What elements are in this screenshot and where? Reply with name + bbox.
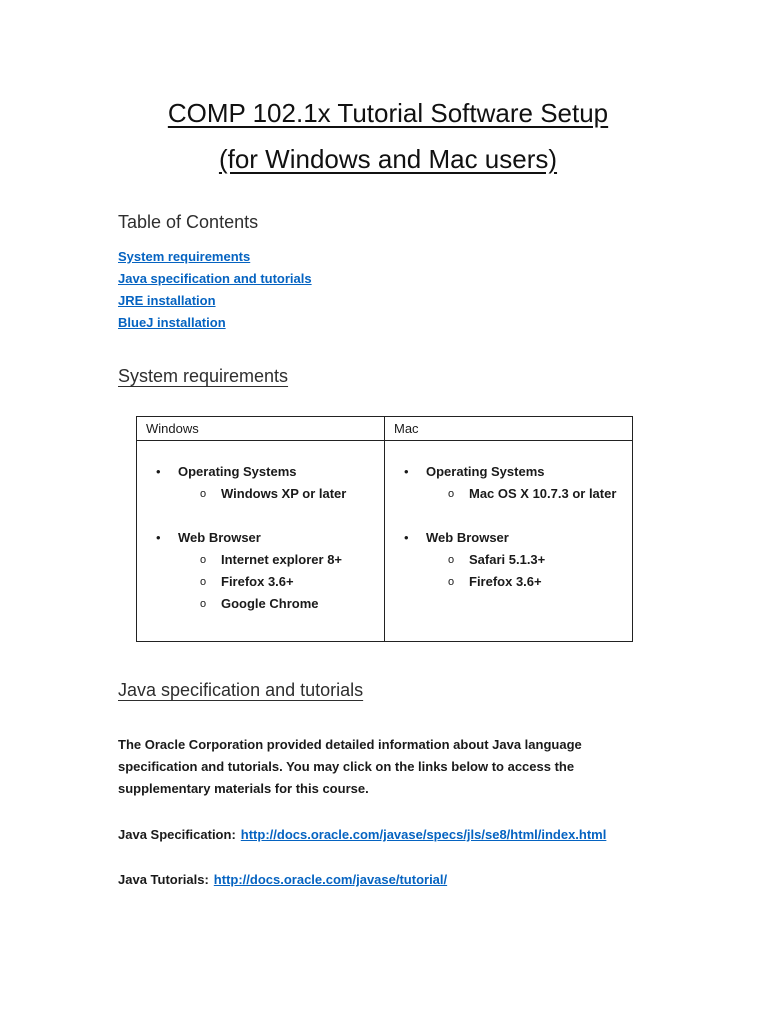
- list-item-label: Operating Systems: [426, 464, 545, 479]
- mac-browser-group: [394, 527, 623, 593]
- java-specification-link[interactable]: http://docs.oracle.com/javase/specs/jls/se8/html/index.html: [240, 827, 607, 842]
- list-item-label: Windows XP or later: [221, 486, 347, 501]
- list-item-label: Web Browser: [178, 530, 261, 545]
- title-line-2: (for Windows and Mac users): [218, 144, 558, 174]
- list-item: [394, 571, 623, 593]
- list-item-label: Firefox 3.6+: [221, 574, 294, 589]
- sub-bullet-icon: o: [200, 554, 207, 566]
- bullet-icon: •: [156, 464, 161, 479]
- list-item: [146, 571, 375, 593]
- java-section-heading: Java specification and tutorials: [118, 680, 364, 700]
- java-specification-line: [118, 824, 658, 846]
- sub-bullet-icon: o: [448, 488, 455, 500]
- column-header-mac: Mac: [385, 417, 633, 441]
- system-requirements-heading: System requirements: [118, 366, 289, 386]
- table-body-row: [137, 441, 633, 642]
- bullet-icon: •: [156, 530, 161, 545]
- sub-bullet-icon: o: [200, 488, 207, 500]
- windows-browser-group: [146, 527, 375, 615]
- mac-os-group: [394, 461, 623, 505]
- java-tutorials-line: [118, 869, 658, 891]
- list-item: [146, 549, 375, 571]
- java-tutorials-label: Java Tutorials:: [118, 872, 209, 887]
- bullet-icon: •: [404, 530, 409, 545]
- windows-os-group: [146, 461, 375, 505]
- list-item-label: Mac OS X 10.7.3 or later: [469, 486, 617, 501]
- table-header-row: [137, 417, 633, 441]
- sub-bullet-icon: o: [200, 598, 207, 610]
- sub-bullet-icon: o: [200, 576, 207, 588]
- list-item: [394, 527, 623, 549]
- list-item: [146, 461, 375, 483]
- document-title: [118, 90, 658, 182]
- java-section-paragraph: The Oracle Corporation provided detailed information about Java language specification and tutorials. You may click on the links below to access the supplementary materials for this course.: [118, 737, 582, 796]
- toc-heading: Table of Contents: [118, 212, 259, 232]
- mac-requirements-cell: [385, 441, 633, 642]
- sub-bullet-icon: o: [448, 576, 455, 588]
- list-item-label: Google Chrome: [221, 596, 319, 611]
- list-item-label: Web Browser: [426, 530, 509, 545]
- java-tutorials-link[interactable]: http://docs.oracle.com/javase/tutorial/: [213, 872, 448, 887]
- list-item: [394, 461, 623, 483]
- toc-link-java-specification[interactable]: Java specification and tutorials: [118, 271, 312, 286]
- list-item: [394, 483, 623, 505]
- table-of-contents: [118, 246, 658, 334]
- list-item: [146, 527, 375, 549]
- title-line-1: COMP 102.1x Tutorial Software Setup: [167, 98, 609, 128]
- java-specification-label: Java Specification:: [118, 827, 236, 842]
- list-item-label: Safari 5.1.3+: [469, 552, 546, 567]
- bullet-icon: •: [404, 464, 409, 479]
- list-item-label: Internet explorer 8+: [221, 552, 343, 567]
- list-item-label: Firefox 3.6+: [469, 574, 542, 589]
- windows-requirements-cell: [137, 441, 385, 642]
- toc-link-bluej-installation[interactable]: BlueJ installation: [118, 315, 226, 330]
- toc-link-system-requirements[interactable]: System requirements: [118, 249, 251, 264]
- toc-link-jre-installation[interactable]: JRE installation: [118, 293, 216, 308]
- sub-bullet-icon: o: [448, 554, 455, 566]
- requirements-table: [136, 416, 633, 642]
- list-item: [394, 549, 623, 571]
- list-item-label: Operating Systems: [178, 464, 297, 479]
- list-item: [146, 483, 375, 505]
- column-header-windows: Windows: [137, 417, 385, 441]
- list-item: [146, 593, 375, 615]
